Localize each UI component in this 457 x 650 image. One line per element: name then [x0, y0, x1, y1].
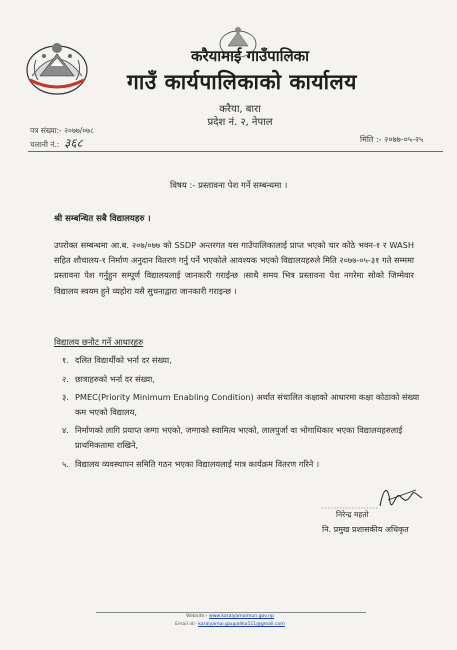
list-item-number: २. [62, 373, 69, 384]
signatory-title: नि. प्रमुख प्रशासकीय अधिकृत [322, 525, 409, 534]
list-item-number: ३. [62, 392, 69, 403]
office-location: करैया, बारा [219, 104, 261, 115]
footer-website [100, 614, 360, 619]
email-label: Email id:- [175, 622, 197, 627]
website-label: Website:- [186, 614, 208, 619]
list-item-text: विद्यालय व्यवस्थापन समिति गठन भएका विद्यालयलाई मात्र कार्यक्रम वितरण गरिने । [75, 458, 320, 469]
list-item [62, 423, 422, 452]
municipality-name: करैयामाई गाउँपालिका [190, 47, 310, 65]
footer-email [100, 622, 360, 627]
list-item [62, 457, 422, 472]
letter-date: मिति :- २०७७-०५-२५ [360, 135, 424, 144]
dispatch-number: ३६८ [64, 136, 83, 150]
criteria-list [62, 353, 422, 475]
criteria-heading: विद्यालय छनौट गर्ने आधारहरु [54, 338, 144, 348]
nepal-emblem-icon [22, 36, 92, 98]
list-item-number: १. [62, 355, 69, 365]
list-item-number: ४. [62, 425, 69, 436]
office-province: प्रदेश नं. २, नेपाल [207, 117, 273, 128]
letter-number: पत्र संख्या:- २०७७/०७८ [30, 126, 94, 135]
email-link[interactable]: karaiyamai.gaupalika111@gmail.com [198, 622, 285, 627]
list-item [62, 353, 422, 368]
signature-icon [318, 482, 428, 516]
list-item [62, 390, 422, 419]
header-divider [28, 151, 443, 152]
letter-body: उपरोक्त सम्बन्धमा आ.ब. २०७/०७७ को SSDP अन्तरगत यस गाउँपालिकालाई प्राप्त भएको चार कोठे भवन-१ र WASH सहित शौचालय-१ निर्माण अनुदान वितरण गर्नु पर्ने भएकोले आवश्यक भएको विद्यालयहरुले मिति २०७७-०५-३१ गते सम्ममा प्रस्तावना पेश गर्नुहुन सम्पूर्ण विद्यालयलाई जानकारी गराईन्छ ।साथै समय भित्र प्रस्तावना पेश नगरेमा सोको जिम्मेवार विद्यालय स्वयम हुने व्यहोरा यसै सुचनाद्वारा जानकारी गराइन्छ । [54, 240, 414, 296]
signatory-name: निरेन्द्र महतो [336, 510, 369, 519]
list-item-text: PMEC(Priority Minimum Enabling Condition) अर्थात संचालित कक्षाको आधारमा कक्षा कोठाको संख्या कम भएको विद्यालय, [75, 392, 420, 417]
footer-divider [96, 612, 366, 613]
list-item-text: छात्राहरुको भर्ना दर संख्या, [75, 373, 155, 384]
letter-subject: विषय :- प्रस्तावना पेश गर्ने सम्बन्धमा । [170, 181, 288, 191]
website-link[interactable]: www.karaiyamaimun.gov.np [209, 614, 274, 619]
list-item-text: दलित विद्यार्थीको भर्ना दर संख्या, [75, 355, 172, 365]
dispatch-label: चलानी नं.: [30, 140, 60, 149]
list-item [62, 372, 422, 387]
office-name: गाउँ कार्यपालिकाको कार्यालय [127, 70, 357, 94]
list-item-number: ५. [62, 458, 69, 469]
list-item-text: निर्माणको लागि प्रयाप्त जग्गा भएको, जग्गाको स्वामित्व भएको, लालपुर्जा वा भोगाधिकार भएका विद्यालयहरुलाई प्राथमिकतामा राखिने, [75, 425, 403, 450]
letter-salutation: श्री सम्बन्धित सबै विद्यालयहरु । [54, 214, 151, 224]
